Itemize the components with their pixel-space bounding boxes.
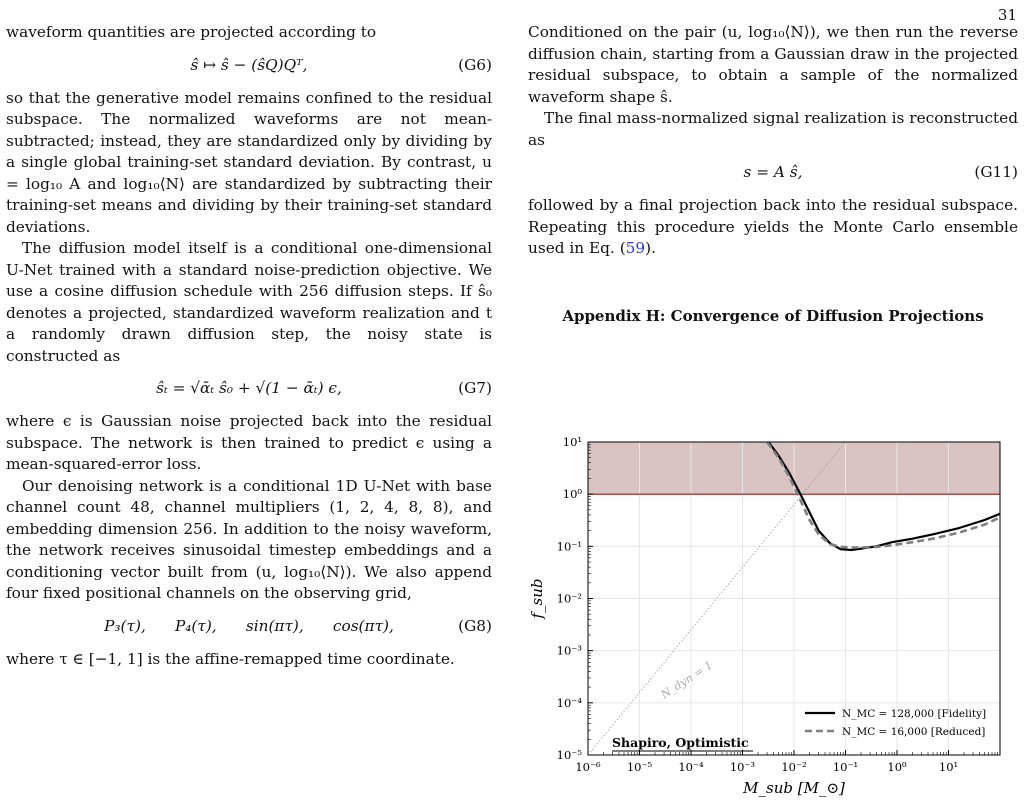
paragraph: waveform quantities are projected according to	[6, 23, 377, 41]
equation-tag: (G6)	[458, 55, 492, 74]
paragraph: Our denoising network is a conditional 1D U-Net with base channel count 48, channel multipliers (1, 2, 4, 8, 8), and embedding dimension 256. In addition to the noisy waveform, the network receives sinusoidal timestep embeddings and a conditioning vector built from (u, log₁₀⟨N⟩). We also append four fixed positional channels on the observing grid,	[6, 476, 492, 602]
page-number: 31	[997, 6, 1017, 24]
equation-link[interactable]: 59	[625, 239, 646, 257]
x-tick-label: 10⁻³	[729, 760, 756, 774]
left-column	[6, 22, 492, 670]
paragraph: where ϵ is Gaussian noise projected back into the residual subspace. The network is then trained to predict ϵ using a mean-squared-error loss.	[6, 412, 492, 473]
paragraph: where τ ∈ [−1, 1] is the affine-remapped time coordinate.	[6, 649, 455, 668]
paragraph	[528, 195, 1018, 260]
x-tick-label: 10¹	[938, 760, 959, 774]
right-column	[528, 22, 1018, 327]
equation-body: ŝ ↦ ŝ − (ŝQ)Qᵀ,	[190, 55, 308, 74]
y-tick-label: 10⁻³	[556, 643, 582, 658]
y-tick-label: 10⁻²	[556, 591, 582, 606]
equation-g11	[528, 151, 1018, 195]
equation-body: s = A ŝ,	[743, 163, 803, 182]
equation-tag: (G7)	[458, 379, 492, 398]
y-tick-label: 10⁻¹	[556, 539, 582, 554]
legend-label: N_MC = 16,000 [Reduced]	[842, 726, 986, 738]
x-tick-label: 10⁻¹	[832, 760, 859, 774]
equation-body: ŝₜ = √ᾱₜ ŝ₀ + √(1 − ᾱₜ) ϵ,	[156, 379, 342, 398]
paragraph-text: ).	[645, 239, 656, 257]
equation-g7	[6, 367, 492, 411]
equation-tag: (G11)	[974, 163, 1018, 182]
paragraph: The final mass-normalized signal realization is reconstructed as	[528, 109, 1018, 149]
paragraph: Conditioned on the pair (u, log₁₀⟨N⟩), we then run the reverse diffusion chain, starting from a Gaussian draw in the projected residual subspace, to obtain a sample of the normalized waveform shape ŝ.	[528, 23, 1018, 106]
paragraph: The diffusion model itself is a conditional one-dimensional U-Net trained with a standard noise-prediction objective. We use a cosine diffusion schedule with 256 diffusion steps. If ŝ₀ denotes a projected, standardized waveform realization and t a randomly drawn diffusion step, the noisy state is constructed as	[6, 239, 492, 365]
reference-line-label: N_dyn = 1	[658, 658, 715, 702]
y-axis-label: f_sub	[528, 578, 546, 619]
x-tick-label: 10⁻²	[781, 760, 807, 774]
paragraph-text: followed by a final projection back into the residual subspace. Repeating this procedure yields the Monte Carlo ensemble used in Eq. (	[528, 196, 1018, 257]
equation-tag: (G8)	[458, 616, 492, 635]
x-tick-label: 10⁻⁴	[678, 760, 704, 774]
x-tick-label: 10⁻⁵	[626, 760, 653, 774]
y-tick-label: 10¹	[562, 435, 582, 449]
x-tick-label: 10⁰	[887, 760, 907, 774]
figure	[528, 430, 1018, 800]
equation-g6	[6, 44, 492, 88]
y-tick-label: 10⁻⁵	[556, 748, 582, 762]
annotation-text: Shapiro, Optimistic	[612, 735, 749, 750]
paragraph: so that the generative model remains confined to the residual subspace. The normalized waveforms are not mean-subtracted; instead, they are standardized only by dividing by a single global training-set standard deviation. By contrast, u = log₁₀ A and log₁₀⟨N⟩ are standardized by subtracting their training-set means and dividing by their training-set standard deviations.	[6, 88, 492, 236]
legend-label: N_MC = 128,000 [Fidelity]	[842, 708, 987, 720]
equation-body: P₃(τ), P₄(τ), sin(πτ), cos(πτ),	[104, 616, 394, 635]
convergence-chart	[528, 430, 1018, 800]
section-heading: Appendix H: Convergence of Diffusion Projections	[562, 306, 984, 325]
x-axis-label: M_sub [M_⊙]	[743, 779, 845, 797]
y-tick-label: 10⁰	[562, 487, 582, 502]
x-tick-label: 10⁻⁶	[575, 760, 601, 774]
equation-g8	[6, 605, 492, 649]
y-tick-label: 10⁻⁴	[556, 695, 582, 710]
